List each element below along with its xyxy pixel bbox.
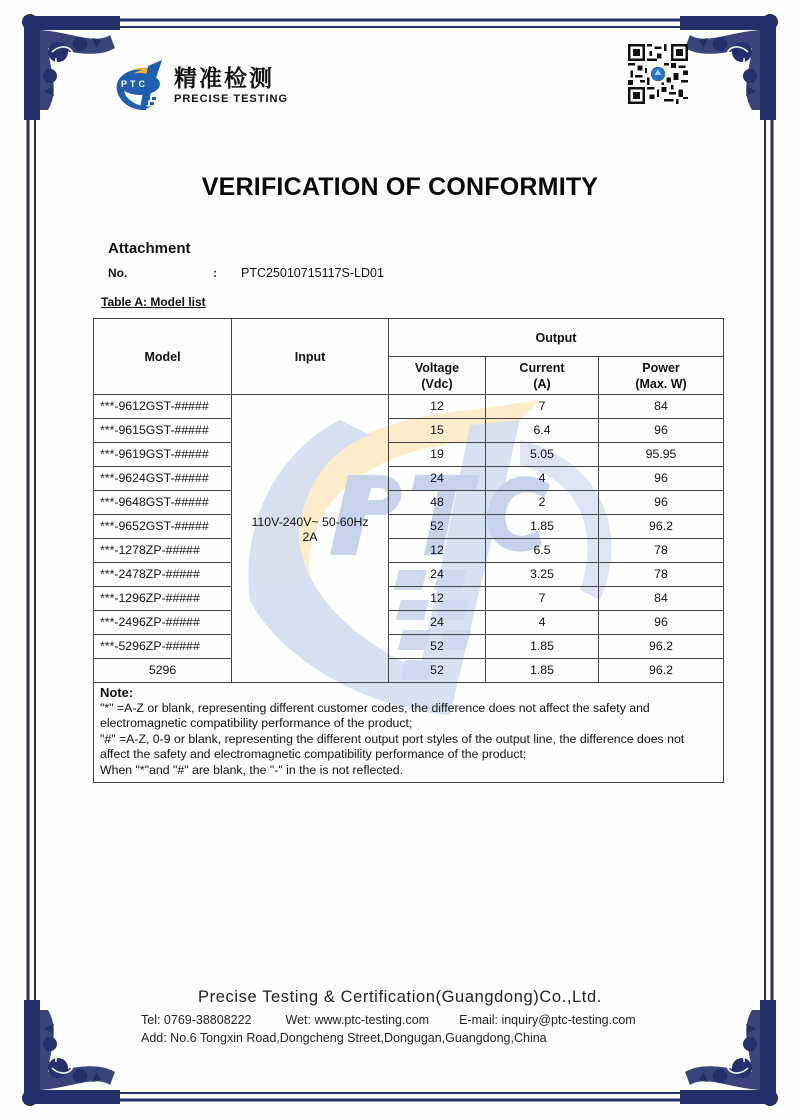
ptc-logo-icon (112, 60, 170, 112)
voltage-cell: 52 (389, 635, 486, 659)
model-cell: ***-2496ZP-##### (94, 611, 232, 635)
voltage-cell: 12 (389, 587, 486, 611)
model-cell: ***-9624GST-##### (94, 467, 232, 491)
table-row (94, 611, 724, 635)
voltage-cell: 48 (389, 491, 486, 515)
table-row (94, 443, 724, 467)
footer-company-name: Precise Testing & Certification(Guangdong)Co.,Ltd. (198, 988, 602, 1006)
model-cell: ***-1278ZP-##### (94, 539, 232, 563)
model-cell: ***-2478ZP-##### (94, 563, 232, 587)
model-cell: ***-9652GST-##### (94, 515, 232, 539)
table-row (94, 491, 724, 515)
table-row (94, 515, 724, 539)
input-current-line: 2A (302, 529, 318, 544)
footer-website[interactable]: Wet: www.ptc-testing.com (285, 1013, 430, 1027)
voltage-cell: 12 (389, 539, 486, 563)
voltage-cell: 24 (389, 467, 486, 491)
attachment-heading: Attachment (108, 240, 191, 257)
current-cell: 5.05 (486, 443, 599, 467)
header-power-label: Power (642, 360, 680, 375)
logo-mark-text: PTC (121, 79, 148, 89)
table-row (94, 419, 724, 443)
current-cell: 2 (486, 491, 599, 515)
current-cell: 6.5 (486, 539, 599, 563)
note-section (94, 683, 724, 783)
voltage-cell: 24 (389, 611, 486, 635)
header-power-unit: (Max. W) (635, 376, 687, 391)
header-voltage-unit: (Vdc) (421, 376, 453, 391)
voltage-cell: 52 (389, 659, 486, 683)
note-line: "*" =A-Z or blank, representing different customer codes, the difference does not affect the safety and electromagnetic compatibility performance of the product; (100, 700, 650, 730)
input-rating-line: 110V-240V~ 50-60Hz (251, 514, 369, 529)
header-current (486, 357, 599, 395)
table-row (94, 395, 724, 419)
logo-chinese-text: 精准检测 (174, 66, 274, 92)
power-cell: 96.2 (599, 635, 724, 659)
power-cell: 96 (599, 467, 724, 491)
logo-english-text: PRECISE TESTING (174, 93, 289, 105)
current-cell: 1.85 (486, 635, 599, 659)
model-cell: ***-9612GST-##### (94, 395, 232, 419)
header-current-label: Current (519, 360, 565, 375)
model-cell: ***-9648GST-##### (94, 491, 232, 515)
table-row (94, 563, 724, 587)
power-cell: 96 (599, 491, 724, 515)
report-number-row (108, 266, 384, 281)
power-cell: 96 (599, 419, 724, 443)
power-cell: 95.95 (599, 443, 724, 467)
voltage-cell: 52 (389, 515, 486, 539)
report-number: PTC25010715117S-LD01 (241, 266, 384, 280)
power-cell: 84 (599, 395, 724, 419)
logo-wordmark (174, 66, 288, 106)
table-caption: Table A: Model list (101, 295, 206, 309)
table-row (94, 587, 724, 611)
voltage-cell: 24 (389, 563, 486, 587)
power-cell: 78 (599, 563, 724, 587)
header-output: Output (389, 319, 724, 357)
table-row (94, 539, 724, 563)
model-list-table (93, 318, 724, 783)
header-model: Model (94, 319, 232, 395)
model-cell: ***-9615GST-##### (94, 419, 232, 443)
note-title: Note: (100, 685, 134, 700)
header-voltage-label: Voltage (414, 360, 460, 375)
voltage-cell: 19 (389, 443, 486, 467)
current-cell: 4 (486, 467, 599, 491)
power-cell: 78 (599, 539, 724, 563)
table-row (94, 659, 724, 683)
current-cell: 6.4 (486, 419, 599, 443)
qr-code-icon (628, 44, 688, 104)
current-cell: 7 (486, 587, 599, 611)
power-cell: 84 (599, 587, 724, 611)
current-cell: 1.85 (486, 515, 599, 539)
model-cell: ***-9619GST-##### (94, 443, 232, 467)
table-row (94, 635, 724, 659)
current-cell: 7 (486, 395, 599, 419)
footer-address: Add: No.6 Tongxin Road,Dongcheng Street,Dongugan,Guangdong,China (141, 1031, 547, 1045)
header-current-unit: (A) (533, 376, 551, 391)
number-label: No. (108, 266, 128, 280)
power-cell: 96 (599, 611, 724, 635)
current-cell: 4 (486, 611, 599, 635)
document-title: VERIFICATION OF CONFORMITY (201, 173, 599, 201)
voltage-cell: 12 (389, 395, 486, 419)
model-cell: 5296 (94, 659, 232, 683)
number-colon: : (213, 266, 217, 280)
header-input: Input (232, 319, 389, 395)
footer-email[interactable]: E-mail: inquiry@ptc-testing.com (459, 1013, 636, 1027)
header-voltage (389, 357, 486, 395)
power-cell: 96.2 (599, 659, 724, 683)
note-line: "#" =A-Z, 0-9 or blank, representing the different output port styles of the output line, the difference does not affect the safety and electromagnetic compatibility performance of the product; (100, 731, 685, 761)
note-line: When "*"and "#" are blank, the "-" in the is not reflected. (100, 762, 404, 777)
table-row (94, 467, 724, 491)
power-cell: 96.2 (599, 515, 724, 539)
footer-contact-line (141, 1013, 636, 1028)
model-cell: ***-1296ZP-##### (94, 587, 232, 611)
voltage-cell: 15 (389, 419, 486, 443)
current-cell: 3.25 (486, 563, 599, 587)
current-cell: 1.85 (486, 659, 599, 683)
footer-tel: Tel: 0769-38808222 (141, 1013, 252, 1027)
input-rating-cell (232, 395, 389, 683)
header-power (599, 357, 724, 395)
company-logo (112, 60, 312, 112)
model-cell: ***-5296ZP-##### (94, 635, 232, 659)
